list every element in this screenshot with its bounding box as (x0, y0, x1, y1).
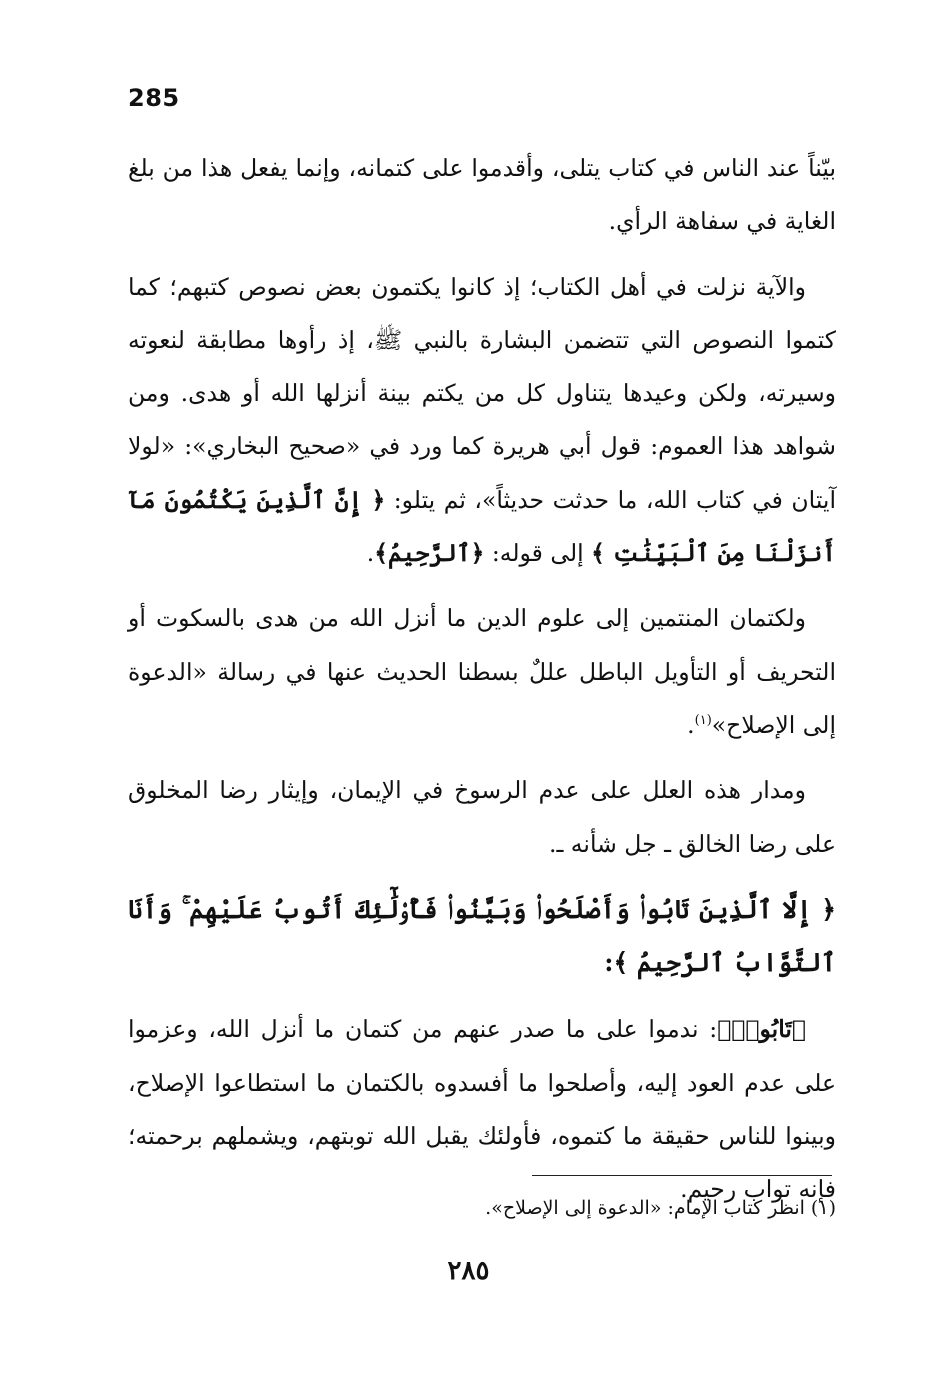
paragraph-1: بيّناً عند الناس في كتاب يتلى، وأقدموا على كتمانه، وإنما يفعل هذا من بلغ الغاية في سفاهة الرأي. (128, 154, 836, 236)
paragraph-3-text: ولكتمان المنتمين إلى علوم الدين ما أنزل الله من هدى بالسكوت أو التحريف أو التأويل الباطل عللٌ بسطنا الحديث عنها في رسالة «الدعوة إلى الإصلاح» (128, 604, 836, 739)
quran-word: ﴿تَابُوا۟﴾ (717, 1015, 806, 1044)
footnote: (١) انظر كتاب الإمام: «الدعوة إلى الإصلاح». (485, 1197, 836, 1219)
quran-citation-2: ﴿ٱلرَّحِيمُ﴾ (374, 539, 485, 568)
main-text (128, 142, 836, 1229)
paragraph-2-text-a: والآية نزلت في أهل الكتاب؛ إذ كانوا يكتمون بعض نصوص كتبهم؛ كما كتموا النصوص التي تتضمن البشارة بالنبي ﷺ، إذ رأوها مطابقة لنعوته وسيرته، ولكن وعيدها يتناول كل من يكتم بينة أنزلها الله أو هدى. ومن شواهد هذا العموم: قول أبي هريرة كما ورد في «صحيح البخاري»: «لولا آيتان في كتاب الله، ما حدثت حديثاً»، ثم يتلو: (128, 272, 836, 514)
paragraph-3-end: . (687, 710, 695, 739)
footnote-marker: (١) (694, 713, 712, 729)
paragraph-2-text-c: . (366, 539, 375, 568)
paragraph-5-text: : ندموا على ما صدر عنهم من كتمان ما أنزل الله، وعزموا على عدم العود إليه، وأصلحوا ما أفسدوه بالكتمان ما استطاعوا الإصلاح، وبينوا للناس حقيقة ما كتموه، فأولئك يقبل الله توبتهم، ويشملهم برحمته؛ فإنه تواب رحيم. (128, 1015, 836, 1204)
quran-verse (128, 883, 836, 990)
paragraph-2-text-b: إلى قوله: (484, 539, 592, 568)
paragraph-5 (128, 1003, 836, 1216)
paragraph-3 (128, 592, 836, 752)
footnote-divider (532, 1175, 832, 1176)
quran-citation-1: ﴿ إِنَّ ٱلَّذِينَ يَكْتُمُونَ مَآ أَنزَلْنَا مِنَ ٱلْبَيِّنَٰتِ ﴾ (128, 485, 836, 568)
quran-verse-end: : (604, 948, 614, 978)
page-number-arabic: ٢٨٥ (447, 1256, 490, 1286)
page-number-latin: 285 (128, 84, 180, 112)
quran-verse-text: ﴿ إِلَّا ٱلَّذِينَ تَابُوا۟ وَأَصْلَحُوا۟ وَبَيَّنُوا۟ فَأُو۟لَٰٓئِكَ أَتُوبُ عَلَيْهِمْ ۚ وَأَنَا ٱلتَّوَّابُ ٱلرَّحِيمُ ﴾ (128, 894, 836, 978)
paragraph-2 (128, 261, 836, 581)
paragraph-4: ومدار هذه العلل على عدم الرسوخ في الإيمان، وإيثار رضا المخلوق على رضا الخالق ـ جل شأنه ـ. (128, 776, 836, 858)
